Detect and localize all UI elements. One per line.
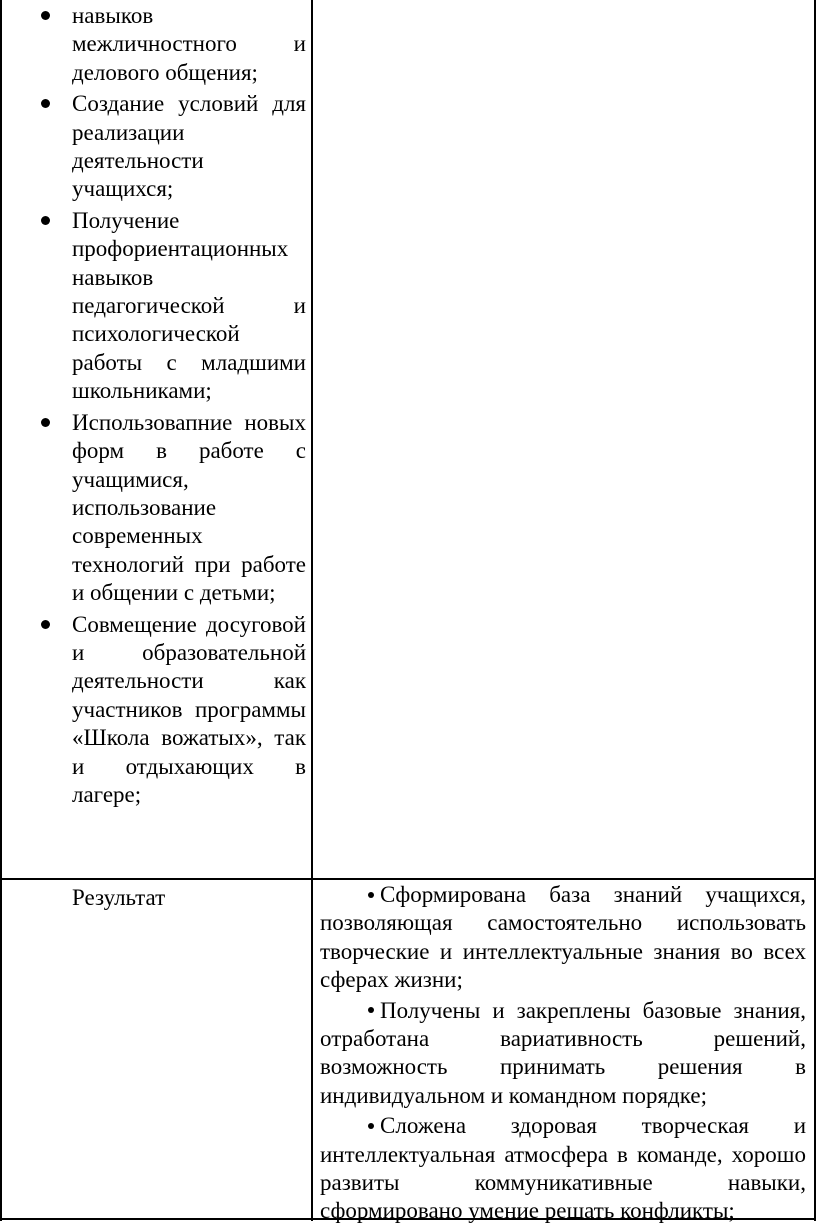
list-item: Получены и закреплены базовые знания, отработана вариативность решений, возможность принимать решения в индивидуальном и командном порядке; (320, 997, 806, 1108)
bullet-icon (368, 1007, 374, 1013)
upper-left-cell (8, 2, 306, 809)
list-item: Получение профориентационных навыков педагогической и психологической работы с младшими школьниками; (8, 207, 306, 406)
column-divider-upper (311, 0, 313, 880)
upper-bullet-list (8, 2, 306, 809)
table-border-left (0, 0, 2, 1221)
bullet-icon (41, 620, 50, 629)
list-item: Использовапние новых форм в работе с учащимися, использование современных технологий при работе и общении с детьми; (8, 409, 306, 608)
result-content-cell (320, 881, 806, 1228)
row-divider (0, 878, 816, 880)
bullet-icon (368, 892, 374, 898)
bullet-icon (41, 216, 50, 225)
bullet-icon (41, 418, 50, 427)
list-item: Создание условий для реализации деятельности учащихся; (8, 90, 306, 204)
list-item: Совмещение досуговой и образовательной деятельности как участников программы «Школа вожатых», так и отдыхающих в лагере; (8, 611, 306, 810)
list-item: навыков межличностного и делового общения; (8, 2, 306, 87)
list-item: Сформирована база знаний учащихся, позволяющая самостоятельно использовать творческие и интеллектуальные знания во всех сферах жизни; (320, 882, 806, 993)
list-item: Сложена здоровая творческая и интеллектуальная атмосфера в команде, хорошо развиты коммуникативные навыки, сформировано умение решать конфликты; (320, 1113, 806, 1224)
result-label-cell (72, 884, 302, 912)
bullet-icon (368, 1123, 374, 1129)
result-bullet-list (320, 881, 806, 1226)
result-label: Результат (72, 885, 166, 910)
column-divider-lower (311, 880, 313, 1221)
bullet-icon (41, 99, 50, 108)
bullet-icon (41, 11, 50, 20)
